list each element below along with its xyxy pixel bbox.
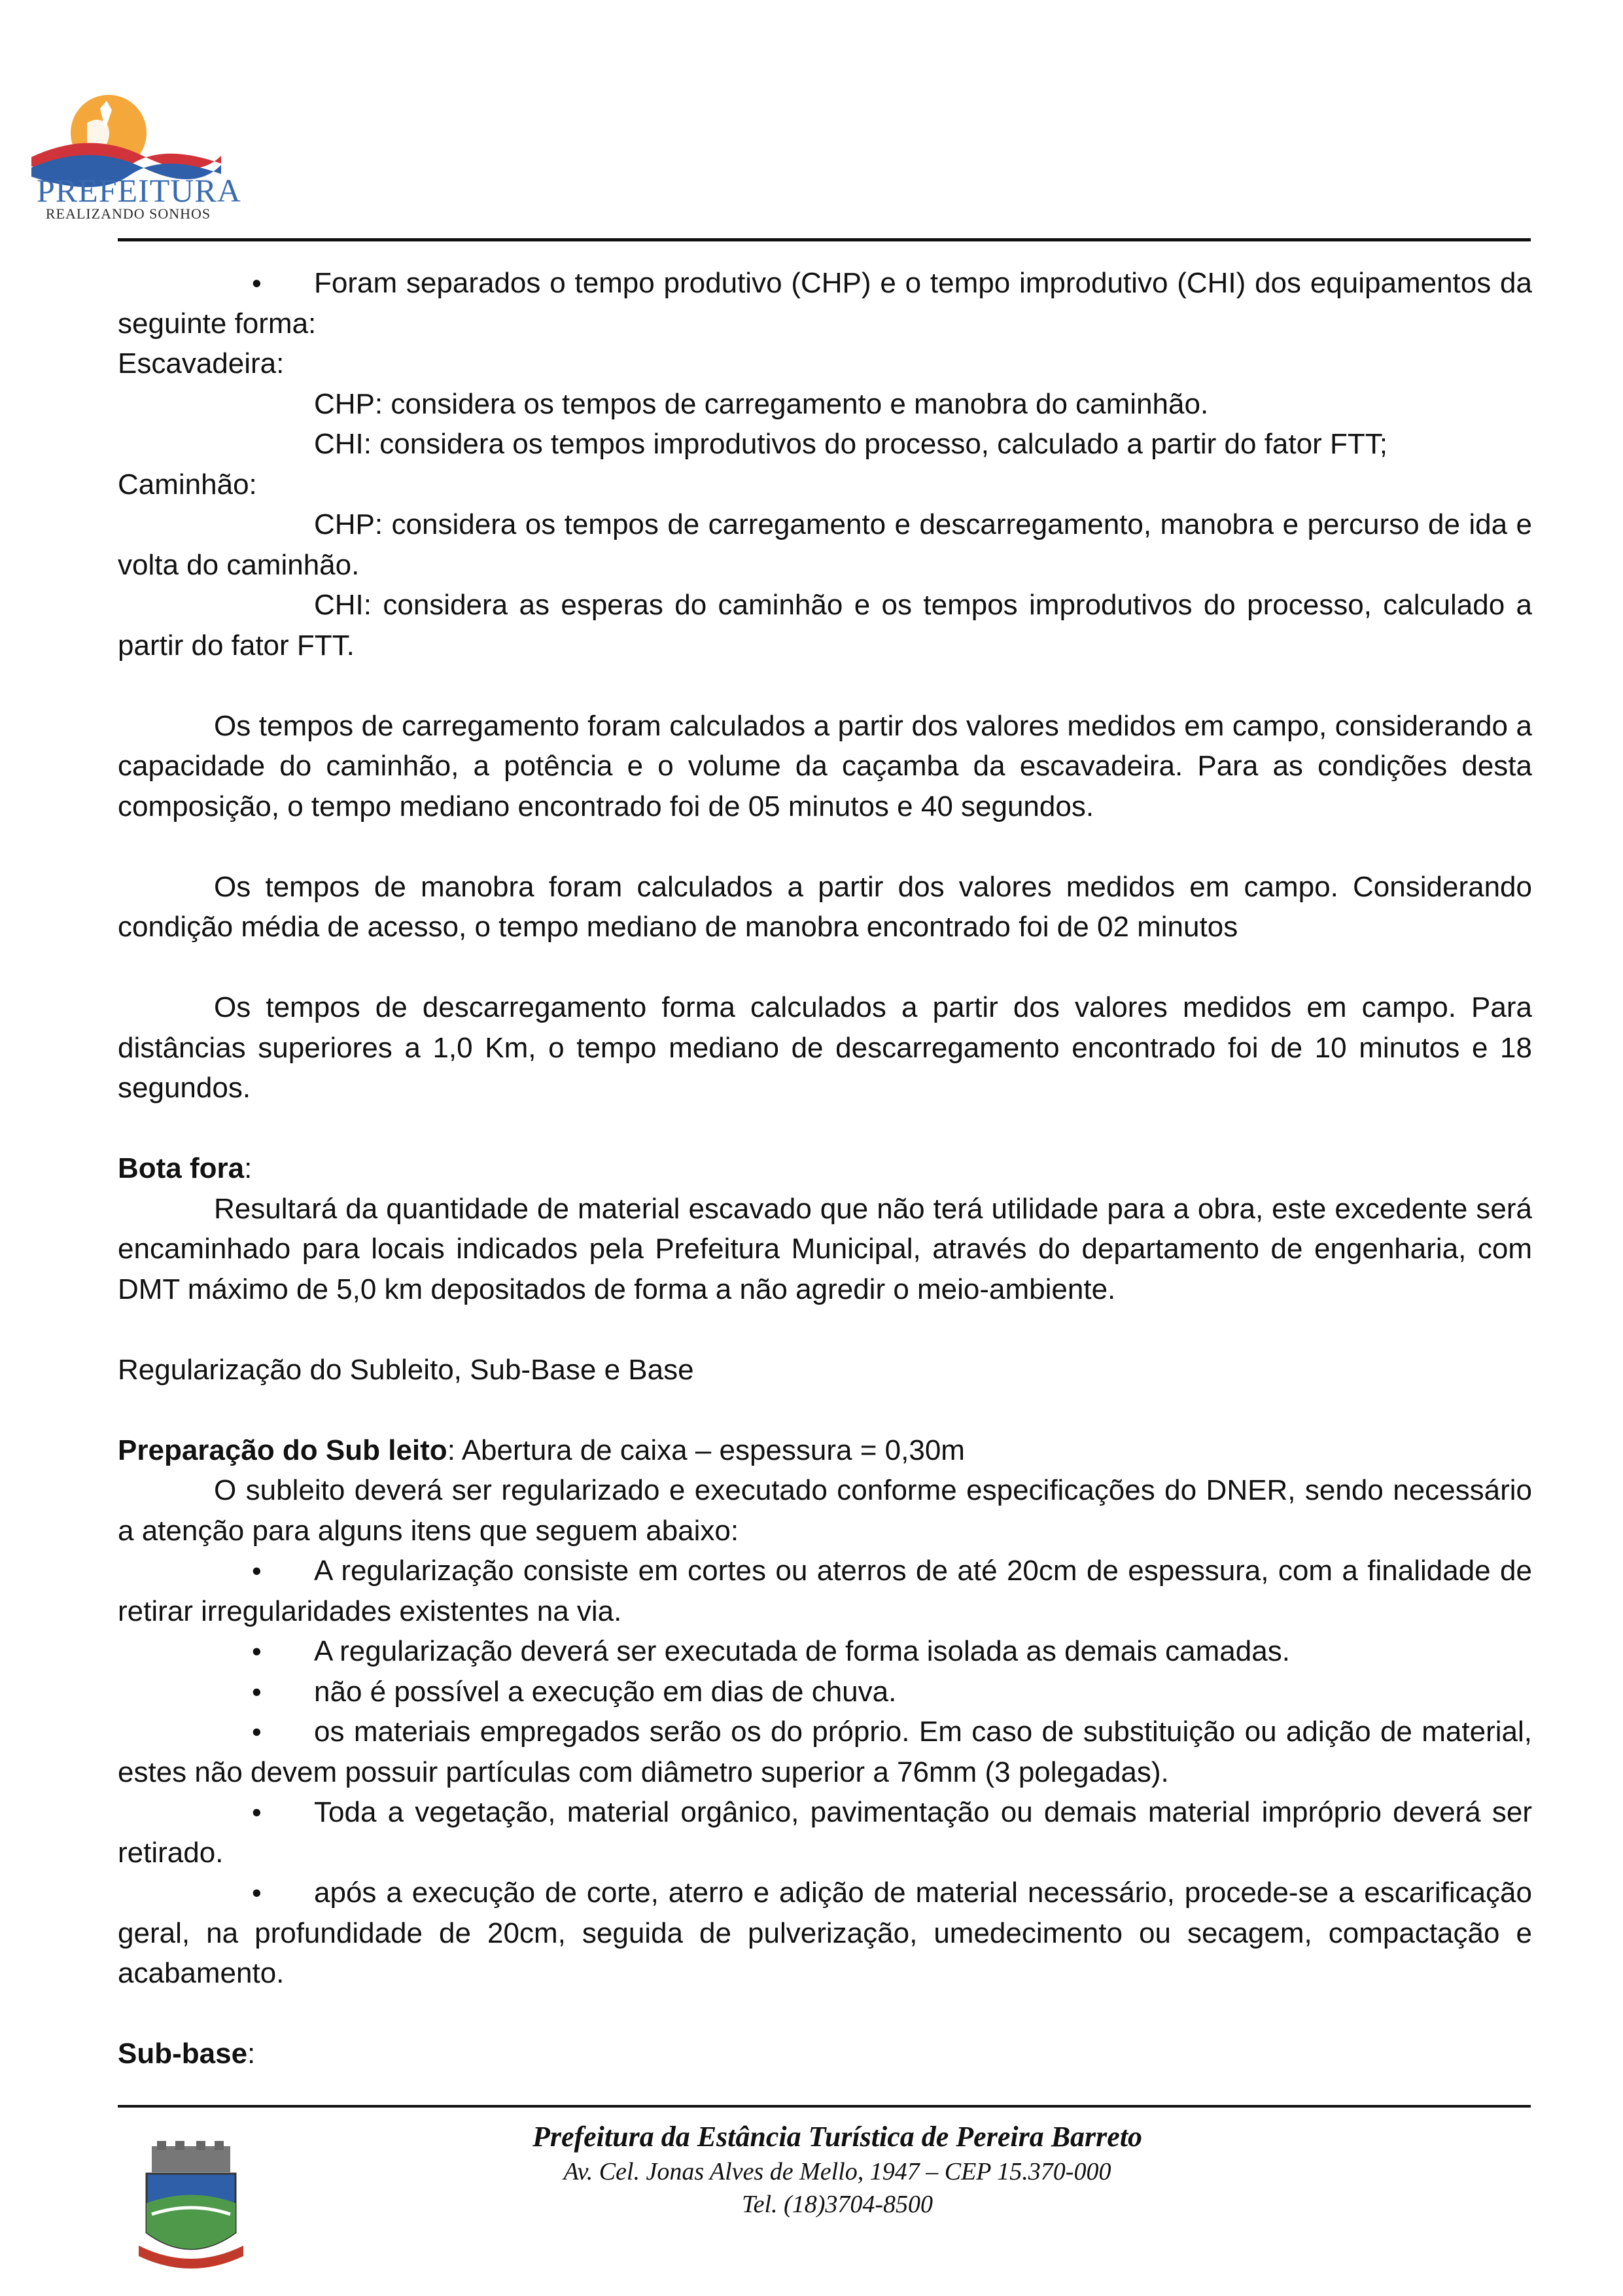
list-item: • Toda a vegetação, material orgânico, pavimentação ou demais material impróprio deverá ser retirado. — [118, 1792, 1532, 1873]
escavadeira-chp: CHP: considera os tempos de carregamento e manobra do caminhão. — [314, 387, 1209, 420]
caminhao-chp: CHP: considera os tempos de carregamento e descarregamento, manobra e percurso de ida e volta do caminhão. — [118, 508, 1532, 581]
label-caminhao: Caminhão: — [118, 468, 257, 501]
footer-rule — [118, 2105, 1531, 2108]
header-rule — [118, 238, 1531, 241]
municipal-crest-icon — [139, 2141, 243, 2285]
document-body — [118, 263, 1532, 2074]
paragraph-carregamento: Os tempos de carregamento foram calculados a partir dos valores medidos em campo, considerando a capacidade do caminhão, a potência e o volume da caçamba da escavadeira. Para as condições desta composição, o tempo mediano encontrado foi de 05 minutos e 40 segundos. — [118, 709, 1532, 822]
heading-preparacao — [118, 1430, 1532, 1471]
list-item: • não é possível a execução em dias de chuva. — [118, 1672, 1532, 1712]
sub-base-title: Sub-base — [118, 2038, 248, 2070]
list-item: • A regularização deverá ser executada de forma isolada as demais camadas. — [118, 1631, 1532, 1672]
preparacao-title: Preparação do Sub leito — [118, 1434, 447, 1466]
paragraph-manobra: Os tempos de manobra foram calculados a partir dos valores medidos em campo. Considerando condição média de acesso, o tempo mediano de manobra encontrado foi de 02 minutos — [118, 870, 1532, 943]
label-escavadeira: Escavadeira: — [118, 347, 285, 380]
sub-base-colon: : — [247, 2038, 256, 2070]
paragraph-descarregamento: Os tempos de descarregamento forma calculados a partir dos valores medidos em campo. Para distâncias superiores a 1,0 Km, o tempo mediano de descarregamento encontrado foi de 10 minutos e 18 segundos. — [118, 991, 1532, 1104]
bullet-paragraph: • Foram separados o tempo produtivo (CHP) e o tempo improdutivo (CHI) dos equipamentos da seguinte forma: — [118, 263, 1532, 344]
list-item: • após a execução de corte, aterro e adição de material necessário, procede-se a escarificação geral, na profundidade de 20cm, seguida de pulverização, umedecimento ou secagem, compactação e acabamento. — [118, 1873, 1532, 1994]
paragraph-bota-fora: Resultará da quantidade de material escavado que não terá utilidade para a obra, este excedente será encaminhado para locais indicados pela Prefeitura Municipal, através do departamento de engenharia, com DMT máximo de 5,0 km depositados de forma a não agredir o meio-ambiente. — [118, 1192, 1532, 1305]
bota-fora-title: Bota fora — [118, 1152, 245, 1184]
list-item: • A regularização consiste em cortes ou aterros de até 20cm de espessura, com a finalidade de retirar irregularidades existentes na via. — [118, 1551, 1532, 1631]
logo-tagline: REALIZANDO SONHOS — [45, 205, 211, 222]
footer — [393, 2119, 1282, 2221]
footer-org-name: Prefeitura da Estância Turística de Pereira Barreto — [532, 2121, 1143, 2153]
list-item: • os materiais empregados serão os do próprio. Em caso de substituição ou adição de material, estes não devem possuir partículas com diâmetro superior a 76mm (3 polegadas). — [118, 1712, 1532, 1792]
bota-fora-colon: : — [244, 1152, 253, 1184]
heading-bota-fora — [118, 1148, 1532, 1189]
escavadeira-chi: CHI: considera os tempos improdutivos do processo, calculado a partir do fator FTT; — [314, 428, 1387, 460]
paragraph-preparacao: O subleito deverá ser regularizado e executado conforme especificações do DNER, sendo necessário a atenção para alguns itens que seguem abaixo: — [118, 1474, 1532, 1547]
footer-phone: Tel. (18)3704-8500 — [741, 2191, 934, 2218]
footer-address: Av. Cel. Jonas Alves de Mello, 1947 – CEP 15.370-000 — [563, 2158, 1111, 2185]
caminhao-chi: CHI: considera as esperas do caminhão e os tempos improdutivos do processo, calculado a partir do fator FTT. — [118, 589, 1532, 662]
heading-sub-base — [118, 2034, 1532, 2074]
logo-title: PREFEITURA — [37, 172, 241, 209]
preparacao-rest: : Abertura de caixa – espessura = 0,30m — [447, 1434, 965, 1466]
heading-regularizacao: Regularização do Subleito, Sub-Base e Base — [118, 1353, 694, 1386]
